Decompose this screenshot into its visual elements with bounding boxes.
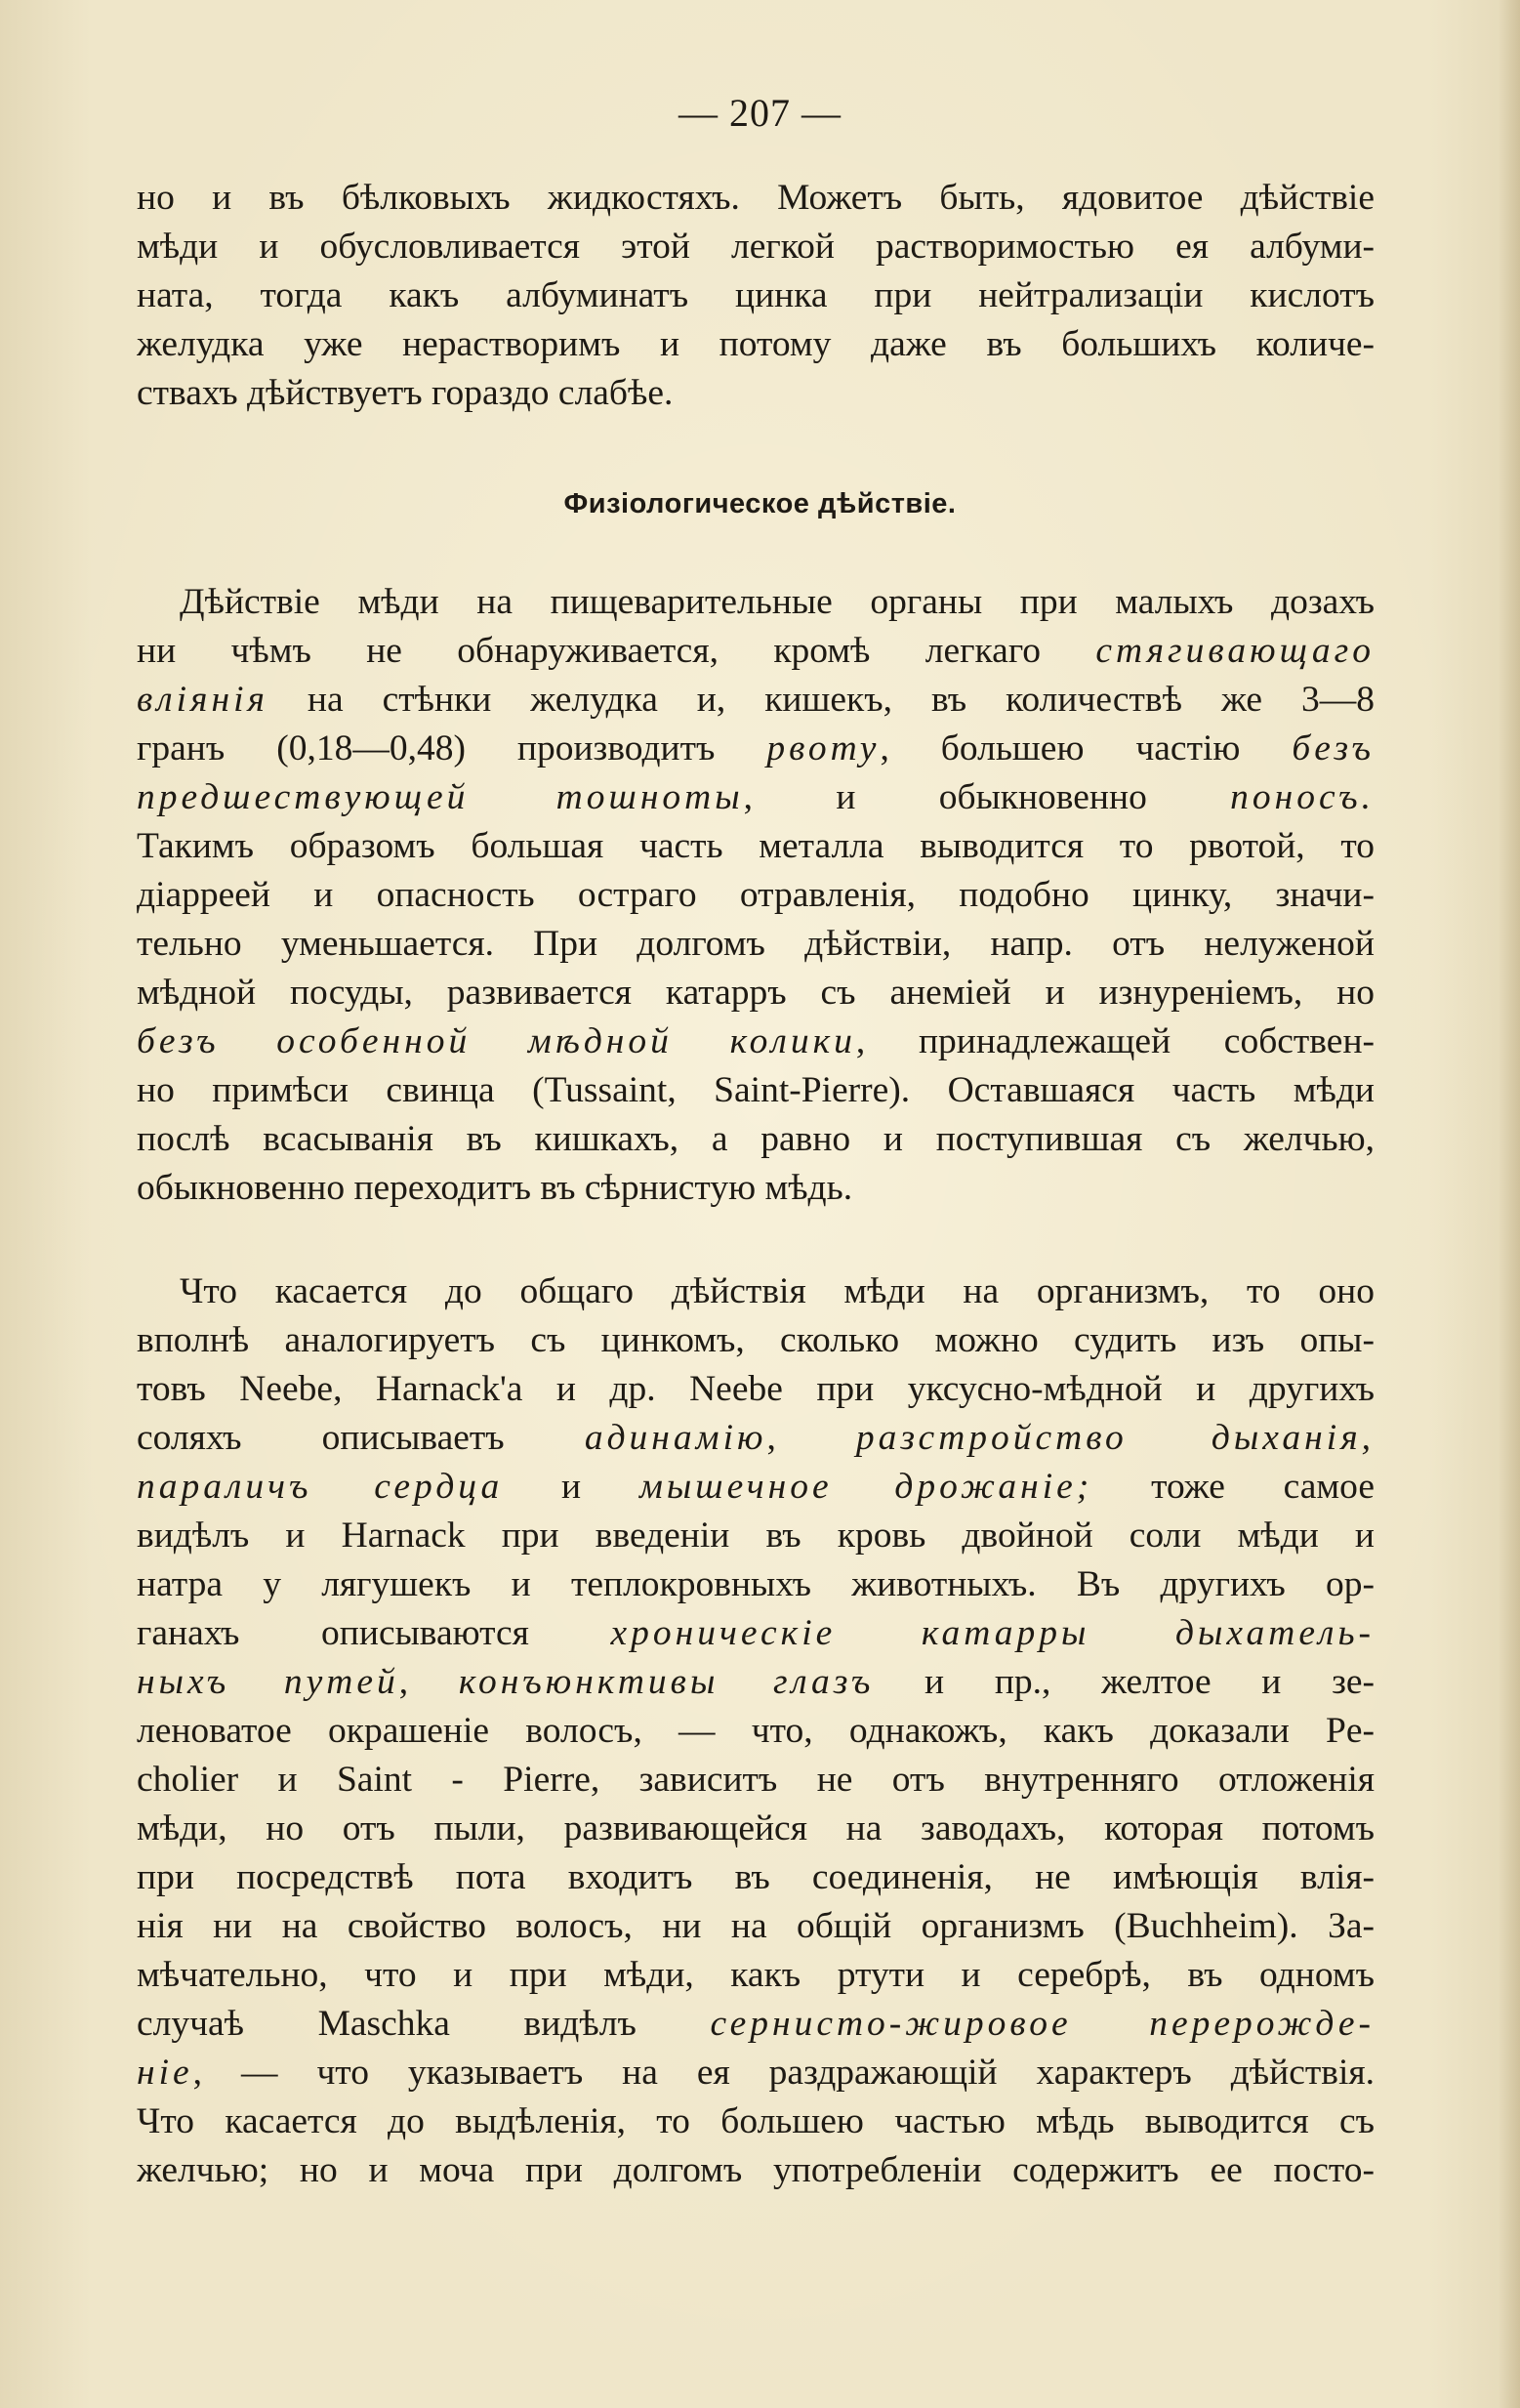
text-run: и: [503, 1467, 639, 1507]
paragraph-3: [137, 1267, 1375, 2195]
emphasis-text: мышечное дрожаніе;: [638, 1467, 1093, 1507]
text-run: ганахъ описываются: [137, 1613, 611, 1653]
emphasis-text: безъ: [1292, 728, 1375, 768]
text-run: ,: [398, 1662, 459, 1702]
text-line: [137, 1609, 1375, 1658]
text-line: тельно уменьшается. При долгомъ дѣйствіи, напр. отъ нелуженой: [137, 924, 1375, 964]
text-line: вполнѣ аналогируетъ съ цинкомъ, сколько можно судить изъ опы-: [137, 1320, 1375, 1360]
text-line: [137, 1463, 1375, 1512]
text-line: [137, 676, 1375, 725]
emphasis-text: хроническіе катарры дыхатель-: [610, 1613, 1375, 1653]
text-run: и пр., желтое и зе-: [874, 1662, 1375, 1702]
text-line: [137, 2000, 1375, 2049]
text-line: при посредствѣ пота входитъ въ соединенія, не имѣющія влія-: [137, 1857, 1375, 1897]
text-line: ната, тогда какъ албуминатъ цинка при нейтрализаціи кислотъ: [137, 275, 1375, 315]
text-run: на стѣнки желудка и, кишекъ, въ количествѣ же 3—8: [267, 680, 1375, 720]
emphasis-text: предшествующей тошноты: [137, 777, 744, 817]
text-line: cholier и Saint - Pierre, зависитъ не отъ внутренняго отложенія: [137, 1760, 1375, 1800]
text-line: Такимъ образомъ большая часть металла выводится то рвотой, то: [137, 826, 1375, 866]
text-run: , и обыкновенно: [743, 777, 1231, 817]
page-edge-stain: [1499, 0, 1520, 2408]
emphasis-text: сернисто-жировое перерожде-: [710, 2004, 1375, 2044]
emphasis-text: конъюнктивы глазъ: [458, 1662, 875, 1702]
text-run: соляхъ описываетъ: [137, 1418, 585, 1458]
emphasis-text: безъ особенной мѣдной колики: [137, 1021, 856, 1061]
text-line: [137, 1414, 1375, 1463]
text-line: [137, 725, 1375, 773]
text-run: , большею частію: [880, 728, 1293, 768]
text-run: гранъ (0,18—0,48) производитъ: [137, 728, 767, 768]
text-line: товъ Neebe, Harnack'а и др. Neebe при уксусно-мѣдной и другихъ: [137, 1369, 1375, 1409]
emphasis-text: адинамію: [584, 1418, 767, 1458]
emphasis-text: вліянія: [137, 680, 268, 720]
emphasis-text: рвоту: [766, 728, 881, 768]
paragraph-1: [137, 174, 1375, 418]
section-heading: Физіологическое дѣйствіе.: [563, 488, 957, 519]
text-line: нія ни на свойство волосъ, ни на общій организмъ (Buchheim). За-: [137, 1906, 1375, 1946]
emphasis-text: ныхъ путей: [137, 1662, 399, 1702]
text-run: случаѣ Maschka видѣлъ: [137, 2004, 711, 2044]
text-line: [137, 1017, 1375, 1066]
text-line: Что касается до выдѣленія, то большею частью мѣдь выводится съ: [137, 2101, 1375, 2141]
text-line: мѣдной посуды, развивается катарръ съ анеміей и изнуреніемъ, но: [137, 973, 1375, 1013]
text-run: тоже самое: [1092, 1467, 1375, 1507]
text-line: мѣди и обусловливается этой легкой растворимостью ея албуми-: [137, 227, 1375, 267]
text-line: обыкновенно переходитъ въ сѣрнистую мѣдь.: [137, 1168, 853, 1208]
text-line: Что касается до общаго дѣйствія мѣди на организмъ, то оно: [180, 1271, 1375, 1311]
text-line: желудка уже нерастворимъ и потому даже въ большихъ количе-: [137, 324, 1375, 364]
text-line: но и въ бѣлковыхъ жидкостяхъ. Можетъ быть, ядовитое дѣйствіе: [137, 178, 1375, 218]
emphasis-text: ніе: [137, 2053, 193, 2093]
text-line: видѣлъ и Harnack при введеніи въ кровь двойной соли мѣди и: [137, 1515, 1375, 1556]
text-line: леноватое окрашеніе волосъ, — что, однакожъ, какъ доказали Pe-: [137, 1711, 1375, 1751]
page-number: — 207 —: [678, 91, 842, 135]
text-run: ни чѣмъ не обнаруживается, кромѣ легкаго: [137, 631, 1096, 671]
text-line: мѣчательно, что и при мѣди, какъ ртути и серебрѣ, въ одномъ: [137, 1955, 1375, 1995]
text-line: [137, 2049, 1375, 2097]
emphasis-text: параличъ сердца: [137, 1467, 504, 1507]
text-line: ствахъ дѣйствуетъ гораздо слабѣе.: [137, 373, 674, 413]
text-line: но примѣси свинца (Tussaint, Saint-Pierre). Оставшаяся часть мѣди: [137, 1070, 1375, 1110]
text-line: [137, 627, 1375, 676]
text-line: діарреей и опасность остраго отравленія, подобно цинку, значи-: [137, 875, 1375, 915]
text-line: [137, 773, 1375, 822]
paragraph-2: [137, 578, 1375, 1213]
emphasis-text: поносъ.: [1230, 777, 1375, 817]
text-run: , — что указываетъ на ея раздражающій характеръ дѣйствія.: [192, 2053, 1375, 2093]
text-line: [137, 1658, 1375, 1707]
text-line: Дѣйствіе мѣди на пищеварительные органы при малыхъ дозахъ: [180, 582, 1375, 622]
emphasis-text: стягивающаго: [1095, 631, 1375, 671]
emphasis-text: разстройство дыханія,: [855, 1418, 1375, 1458]
text-line: натра у лягушекъ и теплокровныхъ животныхъ. Въ другихъ ор-: [137, 1564, 1375, 1604]
text-run: ,: [766, 1418, 856, 1458]
text-run: , принадлежащей собствен-: [855, 1021, 1375, 1061]
text-line: мѣди, но отъ пыли, развивающейся на заводахъ, которая потомъ: [137, 1808, 1375, 1848]
text-line: послѣ всасыванія въ кишкахъ, а равно и поступившая съ желчью,: [137, 1119, 1375, 1159]
text-line: желчью; но и моча при долгомъ употребленіи содержитъ ее посто-: [137, 2150, 1375, 2190]
